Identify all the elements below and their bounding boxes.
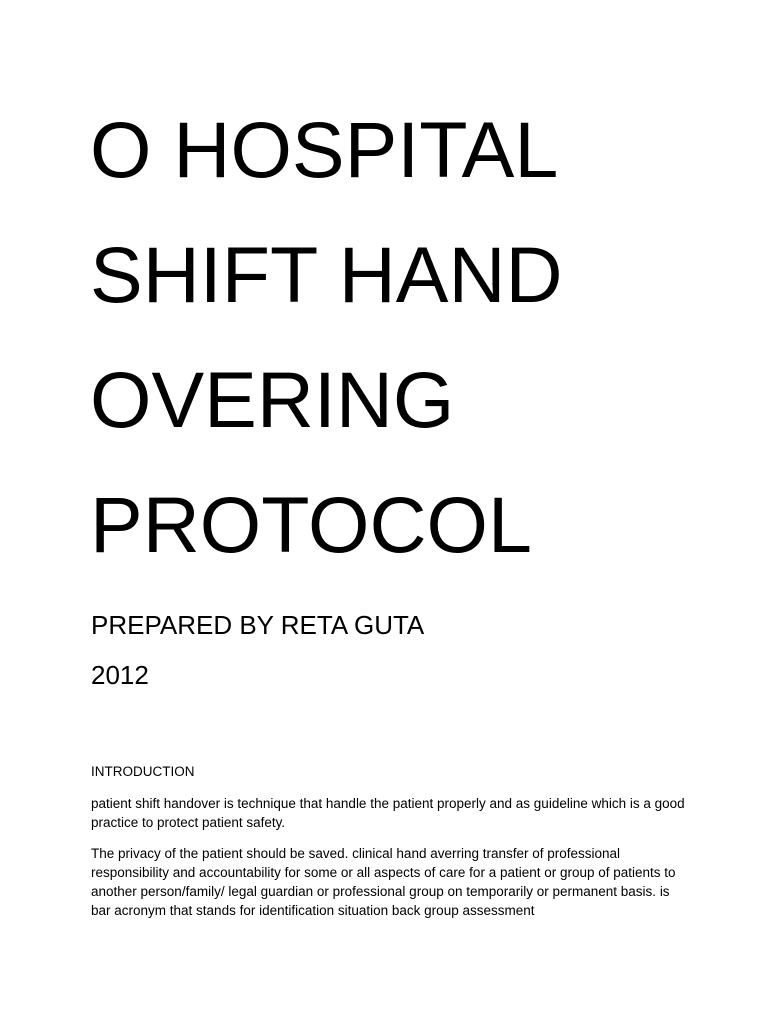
title-line-4: PROTOCOL bbox=[90, 480, 532, 569]
paragraph-2: The privacy of the patient should be saved. clinical hand averring transfer of professional responsibility and accountability for some or all aspects of care for a patient or group of patients to another person/family/ legal guardian or professional group on temporarily or permanent basis. is bar acronym that stands for identification situation back group assessment bbox=[91, 846, 676, 918]
title-line-2: SHIFT HAND bbox=[90, 230, 563, 319]
title-line-1: O HOSPITAL bbox=[90, 105, 559, 194]
section-heading: INTRODUCTION bbox=[91, 764, 195, 779]
paragraph-1: patient shift handover is technique that handle the patient properly and as guideline which is a good practice to protect patient safety. bbox=[91, 796, 685, 830]
prepared-by: PREPARED BY RETA GUTA bbox=[91, 610, 425, 640]
year: 2012 bbox=[91, 660, 149, 690]
title-line-3: OVERING bbox=[90, 355, 455, 444]
